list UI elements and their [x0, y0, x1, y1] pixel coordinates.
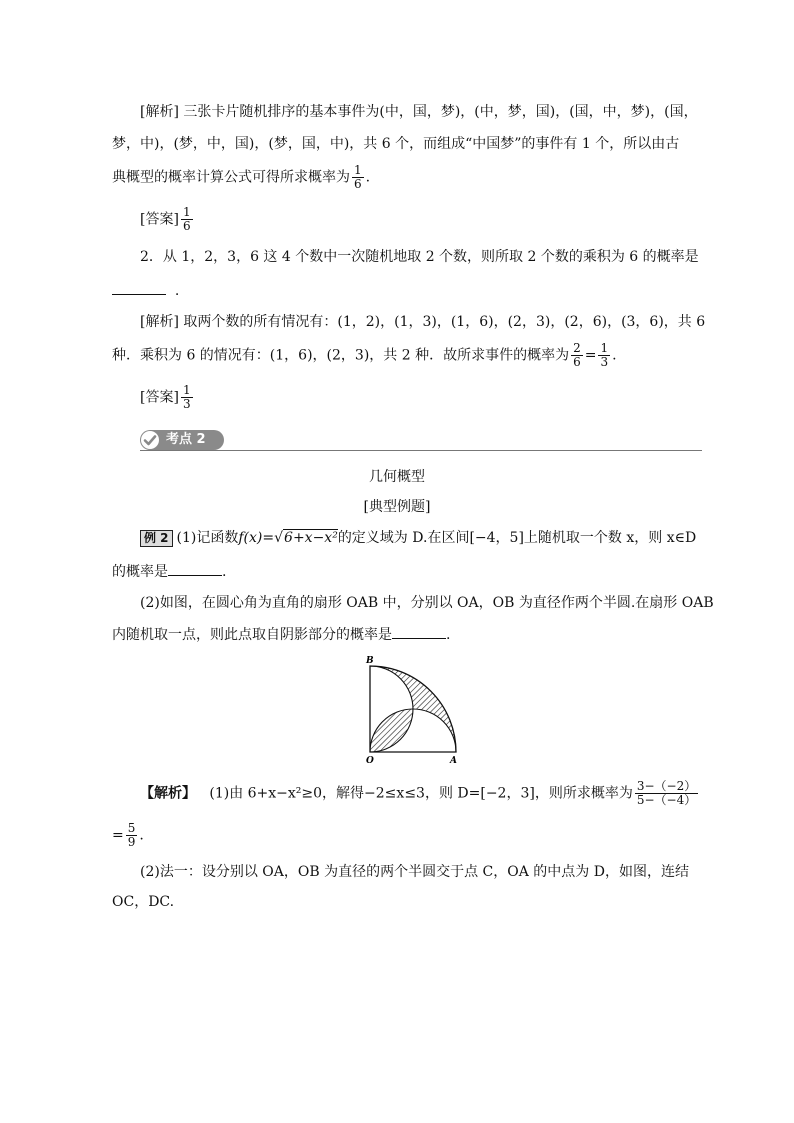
answer-blank	[112, 280, 166, 295]
analysis-1-line-3	[112, 164, 370, 191]
topic-badge	[140, 430, 224, 450]
fraction-denominator: 6	[182, 219, 191, 233]
label-b: B	[366, 656, 374, 666]
check-icon	[141, 431, 159, 449]
answer-2	[140, 384, 195, 411]
period: .	[174, 283, 180, 299]
sqrt-radicand: 6+x−x²	[284, 530, 338, 546]
analysis-1-line-1: [解析] 三张卡片随机排序的基本事件为(中，国，梦)，(中，梦，国)，(国，中，梦)，(国，	[140, 104, 698, 120]
period: .	[222, 564, 227, 580]
period: .	[139, 827, 144, 844]
example-2-line-1	[140, 528, 696, 548]
question-2-line-2	[112, 280, 179, 301]
example-text-rest: 的定义域为 D.在区间[−4，5]上随机取一个数 x，则 x∈D	[337, 530, 697, 546]
fraction-numerator: 3−（−2）	[636, 779, 697, 793]
label-o: O	[366, 756, 374, 766]
topic-badge-label: 考点 2	[166, 432, 206, 447]
solution-label: 【解析】	[140, 785, 196, 802]
label-a: A	[450, 756, 457, 766]
topic-header	[140, 430, 702, 454]
fraction-numerator: 5	[127, 821, 136, 835]
period: .	[446, 627, 451, 643]
fraction-numerator: 2	[573, 341, 581, 355]
answer-blank	[168, 561, 222, 576]
example-text: (1)记函数	[176, 530, 239, 546]
analysis-2-line-1: [解析] 取两个数的所有情况有：(1，2)，(1，3)，(1，6)，(2，3)，(2，6)，(3，6)，共 6	[140, 314, 706, 330]
analysis-2-line-2	[112, 342, 617, 369]
solution-line-4: OC，DC.	[112, 894, 175, 910]
solution-line-1	[140, 780, 700, 807]
example-2-line-2	[112, 561, 226, 582]
probability-fraction	[635, 780, 698, 807]
fraction-numerator: 1	[354, 163, 362, 177]
answer-label: [答案]	[140, 389, 179, 406]
solution-text: (1)由 6+x−x²≥0，解得−2≤x≤3，则 D=[−2，3]，则所求概率为	[209, 785, 633, 802]
section-title: 几何概型	[369, 469, 425, 485]
result-fraction	[126, 822, 138, 849]
equals-sign: =	[584, 347, 597, 364]
fraction-numerator: 1	[182, 205, 191, 219]
fraction-numerator: 1	[600, 341, 609, 355]
solution-line-3: (2)法一：设分别以 OA，OB 为直径的两个半圆交于点 C，OA 的中点为 D，如图，连结	[140, 864, 689, 880]
answer-1	[140, 206, 195, 233]
analysis-1-text: 典概型的概率计算公式可得所求概率为	[112, 169, 350, 186]
analysis-1-fraction	[352, 164, 364, 191]
solution-line-2	[112, 822, 144, 849]
example-text: 的概率是	[112, 564, 168, 580]
answer-label: [答案]	[140, 211, 179, 228]
fraction-denominator: 3	[182, 397, 191, 411]
analysis-1-line-2: 梦，中)，(梦，中，国)，(梦，国，中)，共 6 个，而组成“中国梦”的事件有 1 个，所以由古	[112, 136, 680, 152]
fraction-denominator: 5−（−4）	[636, 793, 697, 807]
sector-figure	[360, 652, 470, 768]
fraction-denominator: 6	[573, 355, 581, 369]
analysis-2-text: 种．乘积为 6 的情况有：(1，6)，(2，3)，共 2 种．故所求事件的概率为	[112, 347, 570, 364]
period: .	[365, 169, 371, 186]
equals-sign: =	[112, 827, 124, 844]
sqrt-sign: √	[274, 530, 284, 546]
example-badge: 例 2	[140, 530, 173, 547]
fraction-numerator: 1	[182, 383, 191, 397]
question-2-line-1: 2．从 1，2，3，6 这 4 个数中一次随机地取 2 个数，则所取 2 个数的乘积为 6 的概率是	[140, 249, 699, 265]
fraction-denominator: 9	[127, 835, 136, 849]
function-notation: f(x)=	[238, 530, 275, 546]
answer-1-fraction	[181, 206, 193, 233]
section-subtitle: [典型例题]	[363, 499, 431, 515]
fraction-1-3	[598, 342, 610, 369]
fraction-denominator: 6	[354, 177, 362, 191]
fraction-denominator: 3	[600, 355, 609, 369]
answer-blank	[392, 624, 446, 639]
fraction-2-6	[571, 342, 583, 369]
period: .	[612, 347, 617, 364]
answer-2-fraction	[181, 384, 193, 411]
example-2-part-2-line-2	[112, 624, 450, 645]
example-2-part-2-line-1: (2)如图，在圆心角为直角的扇形 OAB 中，分别以 OA，OB 为直径作两个半圆.在扇形 OAB	[140, 595, 714, 611]
divider	[140, 450, 702, 451]
example-text: 内随机取一点，则此点取自阴影部分的概率是	[112, 627, 392, 643]
